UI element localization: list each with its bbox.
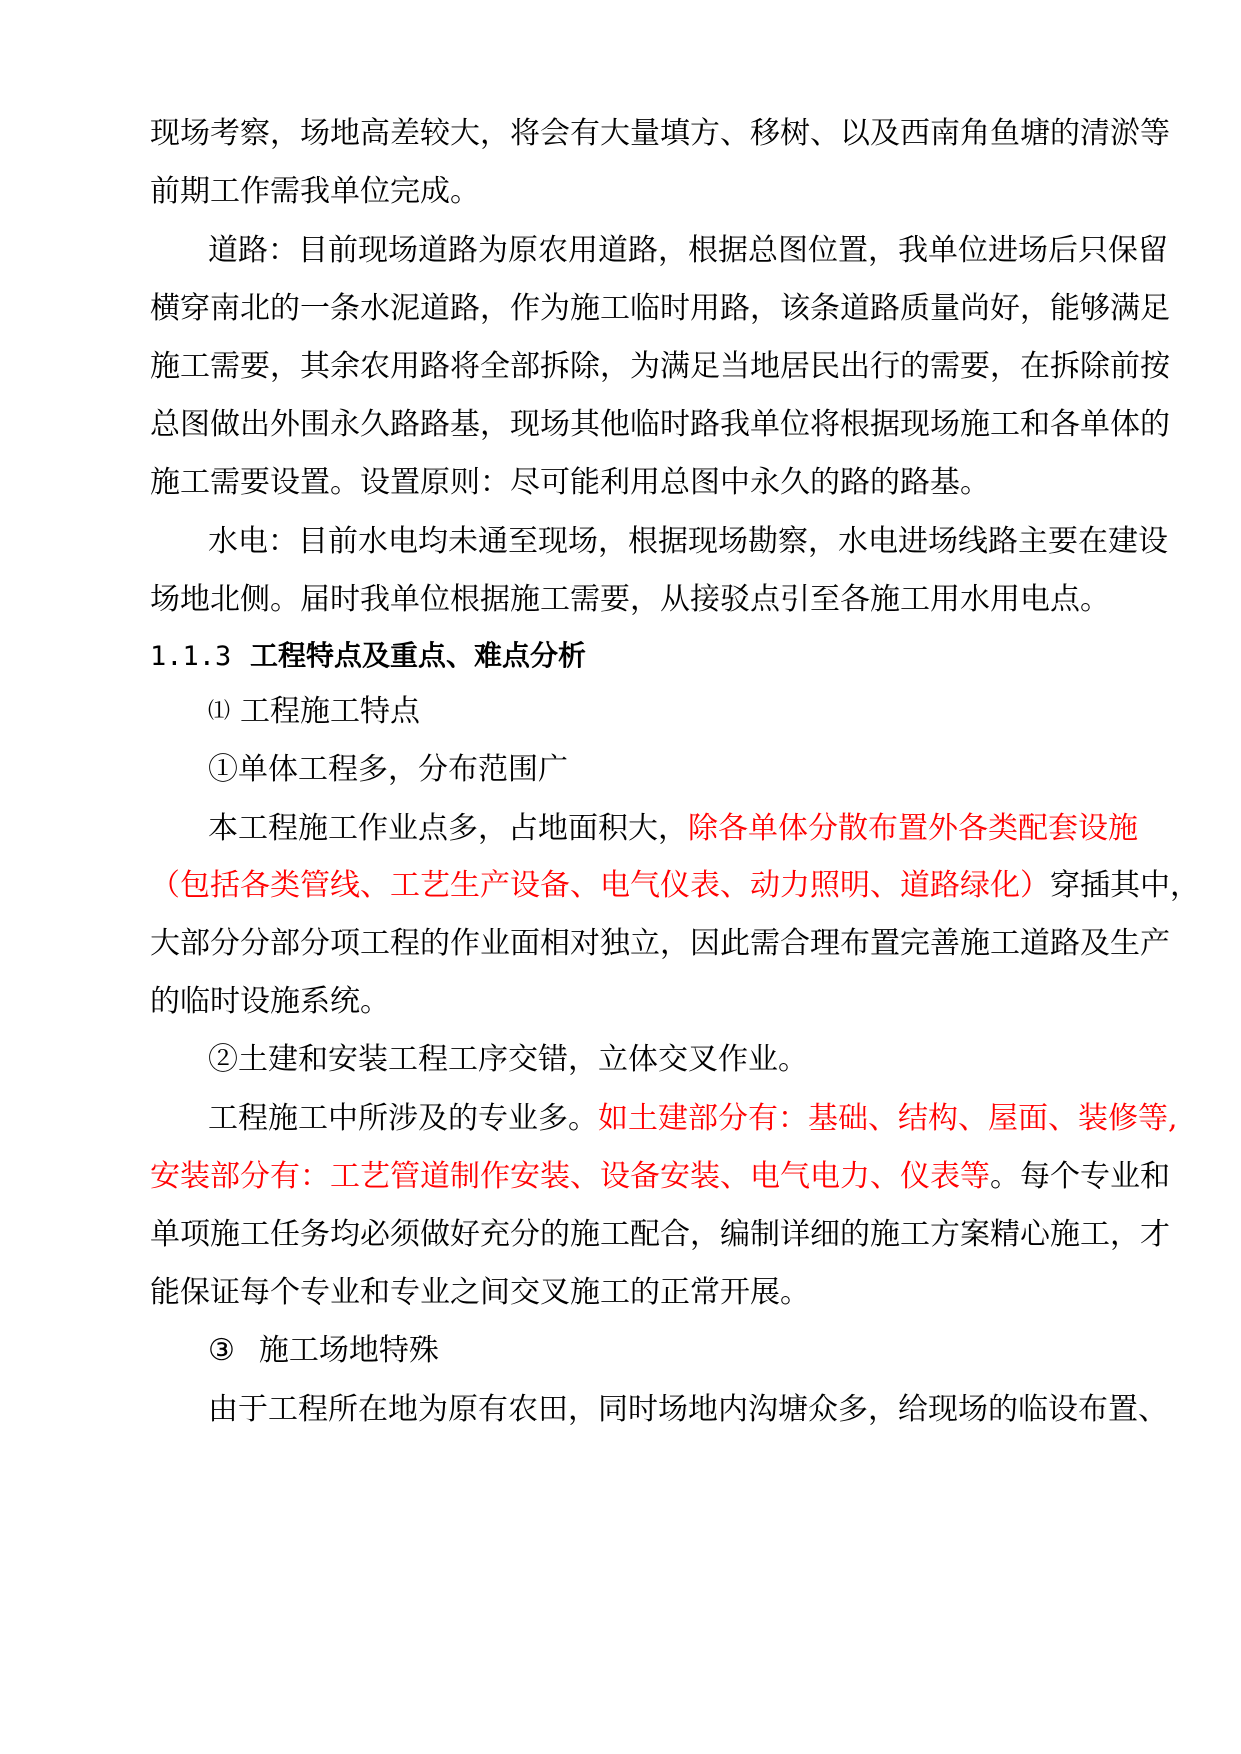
item-title: 施工场地特殊 bbox=[258, 1333, 439, 1368]
text-span: 穿插其中， bbox=[1050, 868, 1200, 903]
paragraph-line: 场地北侧。届时我单位根据施工需要，从接驳点引至各施工用水用电点。 bbox=[150, 582, 1110, 617]
subsection-marker: ⑴ bbox=[208, 699, 231, 724]
paragraph-line: 前期工作需我单位完成。 bbox=[150, 174, 480, 209]
highlight-span: 除各单体分散布置外各类配套设施 bbox=[688, 811, 1138, 846]
item-heading bbox=[208, 1327, 1130, 1375]
section-number: 1.1.3 bbox=[150, 641, 232, 672]
text-span: 本工程施工作业点多，占地面积大， bbox=[208, 811, 688, 846]
paragraph-line: 由于工程所在地为原有农田，同时场地内沟塘众多，给现场的临设布置、 bbox=[208, 1392, 1168, 1427]
paragraph-line: 施工需要设置。设置原则：尽可能利用总图中永久的路的路基。 bbox=[150, 465, 990, 500]
text-span: 。每个专业和 bbox=[990, 1159, 1170, 1194]
item-heading: ②土建和安装工程工序交错，立体交叉作业。 bbox=[208, 1042, 808, 1077]
item-heading: ①单体工程多，分布范围广 bbox=[208, 752, 568, 787]
section-title: 工程特点及重点、难点分析 bbox=[250, 639, 587, 672]
paragraph-line: 现场考察，场地高差较大，将会有大量填方、移树、以及西南角鱼塘的清淤等 bbox=[150, 116, 1170, 151]
subsection-title: 工程施工特点 bbox=[240, 694, 421, 729]
paragraph-line: 的临时设施系统。 bbox=[150, 984, 390, 1019]
paragraph-line bbox=[150, 862, 1200, 910]
highlight-span: （包括各类管线、工艺生产设备、电气仪表、动力照明、道路绿化） bbox=[150, 868, 1050, 903]
paragraph-line bbox=[208, 805, 1138, 853]
text-span: 工程施工中所涉及的专业多。 bbox=[208, 1101, 598, 1136]
paragraph-line: 横穿南北的一条水泥道路，作为施工临时用路，该条道路质量尚好，能够满足 bbox=[150, 291, 1170, 326]
highlight-span: 安装部分有：工艺管道制作安装、设备安装、电气电力、仪表等 bbox=[150, 1159, 990, 1194]
paragraph-line: 单项施工任务均必须做好充分的施工配合，编制详细的施工方案精心施工，才 bbox=[150, 1217, 1170, 1252]
highlight-span: 如土建部分有：基础、结构、屋面、装修等, bbox=[598, 1101, 1178, 1136]
paragraph-line: 水电：目前水电均未通至现场，根据现场勘察，水电进场线路主要在建设 bbox=[208, 524, 1168, 559]
paragraph-line: 大部分分部分项工程的作业面相对独立，因此需合理布置完善施工道路及生产 bbox=[150, 926, 1170, 961]
paragraph-line bbox=[208, 1095, 1178, 1143]
paragraph-line: 道路：目前现场道路为原农用道路，根据总图位置，我单位进场后只保留 bbox=[208, 233, 1168, 268]
paragraph-line: 总图做出外围永久路路基，现场其他临时路我单位将根据现场施工和各单体的 bbox=[150, 407, 1170, 442]
paragraph-line: 能保证每个专业和专业之间交叉施工的正常开展。 bbox=[150, 1275, 810, 1310]
paragraph-line: 施工需要，其余农用路将全部拆除，为满足当地居民出行的需要，在拆除前按 bbox=[150, 349, 1170, 384]
paragraph-line bbox=[150, 1153, 1170, 1201]
section-heading bbox=[150, 632, 586, 680]
item-marker: ③ bbox=[208, 1333, 235, 1368]
subsection-heading bbox=[208, 688, 1130, 736]
